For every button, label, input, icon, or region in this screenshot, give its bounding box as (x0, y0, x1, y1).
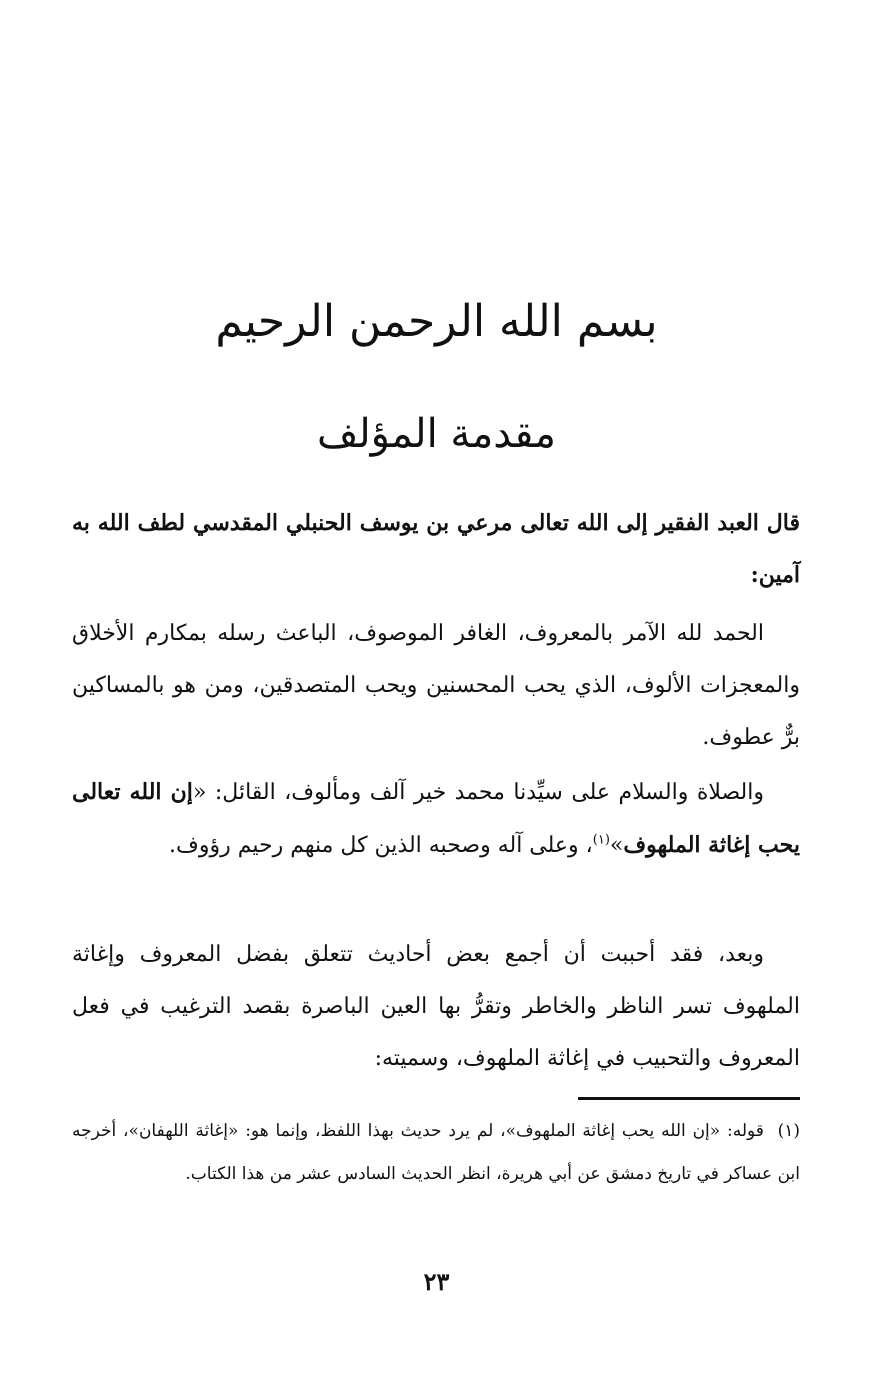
paragraph-salutation-after: ، وعلى آله وصحبه الذين كل منهم رحيم رؤوف. (169, 833, 593, 858)
footnote-reference[interactable]: (١) (592, 832, 610, 848)
basmala-heading: بسم الله الرحمن الرحيم (215, 296, 658, 347)
quote-close: » (609, 833, 624, 858)
paragraph-purpose: وبعد، فقد أحببت أن أجمع بعض أحاديث تتعلق بفضل المعروف وإغاثة الملهوف تسر الناظر والخاطر وتقرُّ بها العين الباصرة بقصد الترغيب في فعل المعروف والتحبيب في إغاثة الملهوف، وسميته: (72, 942, 800, 1071)
page-number: ٢٣ (423, 1267, 450, 1296)
footnote-separator (578, 1097, 800, 1100)
chapter-title: مقدمة المؤلف (317, 411, 556, 457)
paragraph-salutation-before: والصلاة والسلام على سيِّدنا محمد خير آلف ومألوف، القائل: « (192, 780, 764, 805)
paragraph-salutation (72, 766, 800, 872)
intro-paragraph: قال العبد الفقير إلى الله تعالى مرعي بن يوسف الحنبلي المقدسي لطف الله به آمين: (72, 510, 800, 588)
footnote (72, 1110, 800, 1196)
footnote-text: قوله: «إن الله يحب إغاثة الملهوف»، لم يرد حديث بهذا اللفظ، وإنما هو: «إغاثة اللهفان»، أخرجه ابن عساكر في تاريخ دمشق عن أبي هريرة، انظر الحديث السادس عشر من هذا الكتاب. (72, 1121, 800, 1184)
footnote-marker: (١) (777, 1121, 800, 1141)
paragraph-praise: الحمد لله الآمر بالمعروف، الغافر الموصوف، الباعث رسله بمكارم الأخلاق والمعجزات الألوف، الذي يحب المحسنين ويحب المتصدقين، ومن هو بالمساكين برٌّ عطوف. (72, 621, 800, 750)
hadith-quote: إن الله تعالى يحب إغاثة الملهوف (72, 779, 800, 858)
